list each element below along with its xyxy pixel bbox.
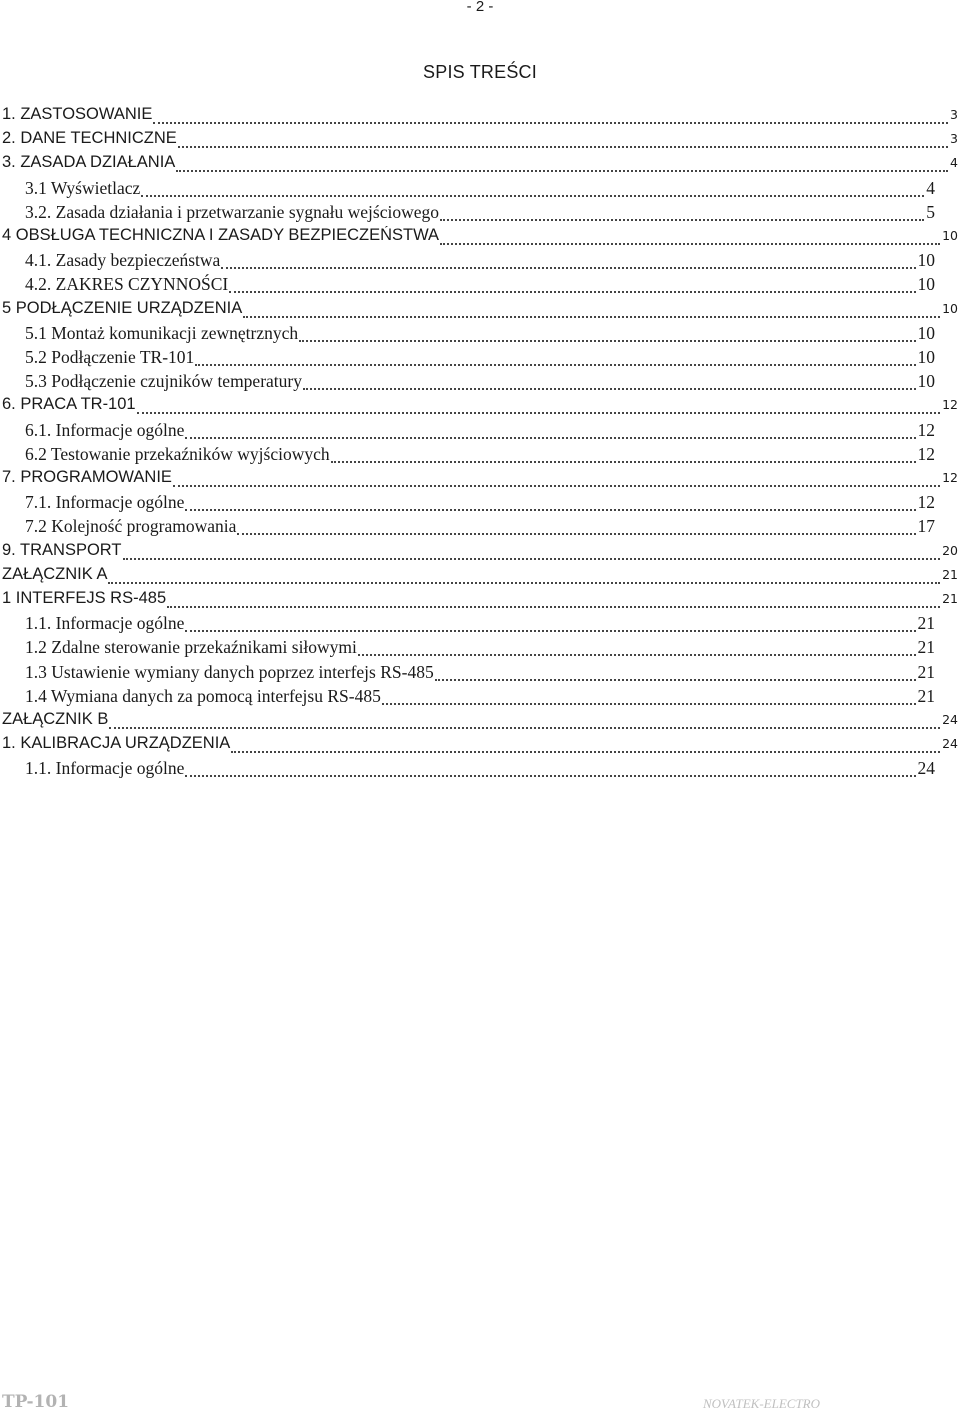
toc-dot-leader	[173, 485, 940, 487]
toc-dot-leader	[185, 437, 915, 439]
toc-entry[interactable]	[0, 178, 935, 202]
toc-entry[interactable]	[0, 153, 958, 177]
page-number: - 2 -	[466, 0, 494, 15]
toc-dot-leader	[109, 727, 940, 729]
toc-dot-leader	[176, 170, 948, 172]
toc-entry-page-number: 10	[917, 250, 935, 271]
toc-entry-page-number: 4	[950, 155, 958, 171]
toc-entry[interactable]	[0, 565, 958, 589]
toc-entry-page-number: 12	[917, 443, 935, 464]
toc-dot-leader	[229, 291, 915, 293]
toc-dot-leader	[358, 654, 916, 656]
toc-entry-page-number: 12	[917, 492, 935, 513]
toc-entry-page-number: 24	[942, 736, 958, 752]
toc-entry-label: 7.1. Informacje ogólne	[25, 492, 185, 513]
toc-entry-page-number: 10	[942, 228, 958, 243]
toc-entry-label: 4.2. ZAKRES CZYNNOŚCI	[25, 274, 229, 295]
toc-entry-label: 5.2 Podłączenie TR-101	[25, 347, 195, 367]
toc-entry[interactable]	[0, 129, 958, 153]
toc-entry[interactable]	[0, 444, 935, 468]
toc-entry-page-number: 12	[917, 419, 935, 440]
toc-entry-page-number: 10	[917, 371, 935, 392]
toc-entry[interactable]	[0, 371, 935, 395]
toc-entry-page-number: 4	[926, 177, 935, 198]
toc-entry[interactable]	[0, 734, 958, 758]
toc-entry-label: 3.1 Wyświetlacz	[25, 177, 141, 198]
toc-dot-leader	[185, 509, 915, 511]
toc-dot-leader	[299, 340, 915, 342]
toc-entry-page-number: 12	[942, 470, 958, 485]
toc-entry-label: 3.2. Zasada działania i przetwarzanie sygnału wejściowego	[25, 201, 439, 222]
toc-entry-label: 1 INTERFEJS RS-485	[2, 589, 167, 607]
toc-entry-label: 1. ZASTOSOWANIE	[2, 105, 153, 123]
toc-entry-page-number: 21	[917, 661, 935, 682]
toc-entry[interactable]	[0, 637, 935, 661]
toc-entry-label: 5 PODŁĄCZENIE URZĄDZENIA	[2, 298, 243, 317]
toc-entry[interactable]	[0, 686, 935, 710]
toc-dot-leader	[331, 461, 916, 463]
toc-entry-page-number: 3	[950, 131, 958, 147]
toc-entry-label: 1.1. Informacje ogólne	[25, 758, 185, 779]
toc-entry-label: 1.4 Wymiana danych za pomocą interfejsu RS-485	[25, 685, 381, 706]
toc-entry-page-number: 12	[942, 397, 958, 413]
toc-entry[interactable]	[0, 710, 958, 734]
toc-entry-label: 5.3 Podłączenie czujników temperatury	[25, 371, 302, 392]
toc-entry-label: 5.1 Montaż komunikacji zewnętrznych	[25, 322, 299, 343]
toc-dot-leader	[108, 582, 940, 584]
toc-entry-label: 3. ZASADA DZIAŁANIA	[2, 153, 176, 172]
toc-entry-page-number: 10	[917, 347, 935, 367]
toc-entry-label: 1. KALIBRACJA URZĄDZENIA	[2, 734, 231, 753]
toc-entry[interactable]	[0, 662, 935, 686]
toc-dot-leader	[167, 606, 940, 608]
toc-dot-leader	[440, 243, 940, 245]
toc-entry-page-number: 10	[942, 300, 958, 316]
toc-entry[interactable]	[0, 323, 935, 347]
toc-entry-label: 4.1. Zasady bezpieczeństwa	[25, 250, 221, 271]
toc-entry[interactable]	[0, 250, 935, 274]
toc-entry-page-number: 21	[942, 591, 958, 606]
toc-entry-page-number: 20	[942, 542, 958, 558]
page-title: SPIS TREŚCI	[423, 62, 537, 82]
toc-dot-leader	[303, 388, 916, 390]
toc-dot-leader	[435, 679, 916, 681]
toc-dot-leader	[440, 219, 924, 221]
toc-dot-leader	[137, 412, 941, 414]
toc-entry-page-number: 21	[917, 685, 935, 706]
toc-dot-leader	[195, 364, 915, 366]
toc-entry[interactable]	[0, 226, 958, 250]
toc-entry-page-number: 3	[950, 107, 958, 122]
toc-entry-page-number: 24	[917, 758, 935, 779]
toc-entry[interactable]	[0, 347, 935, 371]
toc-entry-label: 9. TRANSPORT	[2, 540, 122, 559]
toc-entry-label: 1.3 Ustawienie wymiany danych poprzez interfejs RS-485	[25, 661, 434, 682]
toc-dot-leader	[221, 267, 915, 269]
toc-entry[interactable]	[0, 105, 958, 129]
footer-product-name: TP-101	[2, 1392, 70, 1412]
toc-entry-page-number: 5	[926, 201, 935, 222]
toc-entry-label: 6.1. Informacje ogólne	[25, 419, 185, 440]
toc-entry[interactable]	[0, 299, 958, 323]
toc-entry-label: 1.1. Informacje ogólne	[25, 613, 185, 634]
toc-dot-leader	[185, 630, 915, 632]
toc-entry-page-number: 24	[942, 712, 958, 727]
toc-entry[interactable]	[0, 274, 935, 298]
toc-entry[interactable]	[0, 758, 935, 782]
toc-entry[interactable]	[0, 202, 935, 226]
toc-entry[interactable]	[0, 613, 935, 637]
toc-entry-label: 6.2 Testowanie przekaźników wyjściowych	[25, 443, 330, 464]
toc-entry-label: ZAŁĄCZNIK B	[2, 710, 109, 728]
toc-dot-leader	[231, 751, 940, 753]
toc-entry-label: ZAŁĄCZNIK A	[2, 564, 108, 583]
toc-dot-leader	[153, 122, 948, 124]
toc-entry-page-number: 10	[917, 322, 935, 343]
toc-entry[interactable]	[0, 492, 935, 516]
toc-entry-page-number: 21	[917, 613, 935, 634]
toc-dot-leader	[237, 533, 915, 535]
toc-dot-leader	[185, 775, 915, 777]
toc-entry-page-number: 17	[917, 516, 935, 537]
toc-entry-label: 1.2 Zdalne sterowanie przekaźnikami siłowymi	[25, 637, 357, 658]
toc-entry-label: 2. DANE TECHNICZNE	[2, 129, 177, 148]
toc-entry-label: 7.2 Kolejność programowania	[25, 516, 237, 537]
toc-dot-leader	[382, 703, 916, 705]
toc-entry-page-number: 21	[917, 637, 935, 658]
toc-entry[interactable]	[0, 589, 958, 613]
toc-dot-leader	[141, 195, 924, 197]
toc-entry[interactable]	[0, 541, 958, 565]
toc-entry-page-number: 21	[942, 566, 958, 582]
toc-entry-label: 4 OBSŁUGA TECHNICZNA I ZASADY BEZPIECZEŃSTWA	[2, 226, 440, 244]
toc-dot-leader	[243, 316, 940, 318]
toc-dot-leader	[123, 558, 941, 560]
toc-entry-label: 7. PROGRAMOWANIE	[2, 468, 172, 486]
toc-entry[interactable]	[0, 395, 958, 419]
footer-company-name: NOVATEK-ELECTRO	[703, 1396, 821, 1411]
toc-entry[interactable]	[0, 420, 935, 444]
toc-entry[interactable]	[0, 516, 935, 540]
toc-entry[interactable]	[0, 468, 958, 492]
toc-dot-leader	[178, 146, 948, 148]
toc-entry-page-number: 10	[917, 274, 935, 295]
toc-entry-label: 6. PRACA TR-101	[2, 395, 136, 414]
